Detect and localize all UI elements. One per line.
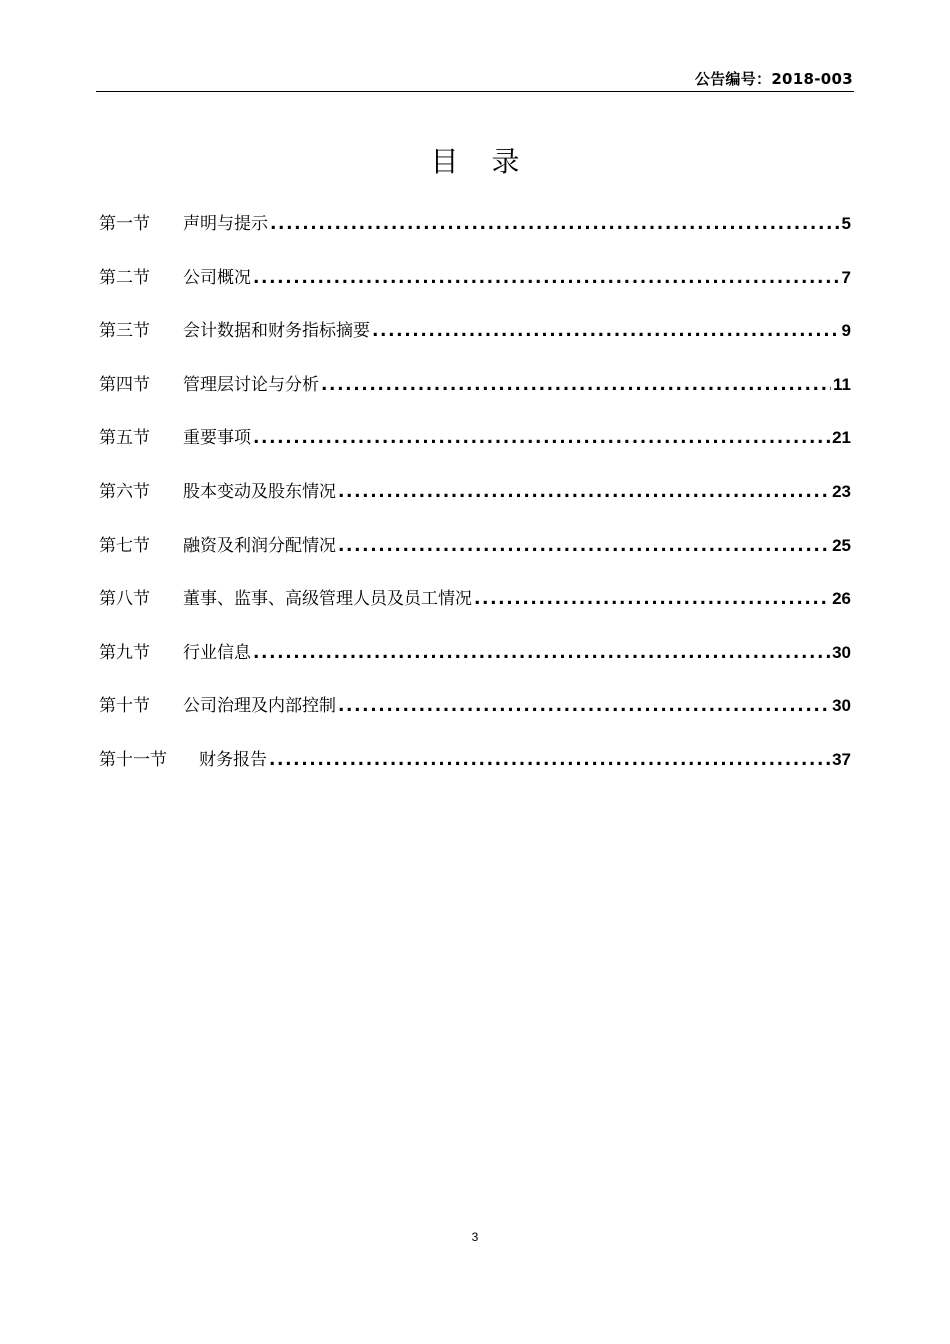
toc-section-number: 第二节 — [99, 267, 150, 288]
toc-dot-leader — [338, 475, 830, 509]
toc-entry[interactable] — [99, 207, 851, 261]
toc-section-title: 行业信息 — [183, 642, 251, 663]
toc-entry[interactable] — [99, 743, 851, 797]
toc-section-title: 公司治理及内部控制 — [183, 696, 336, 717]
toc-entry[interactable] — [99, 475, 851, 529]
toc-dot-leader — [321, 368, 831, 402]
toc-entry[interactable] — [99, 314, 851, 368]
page-title: 目 录 — [430, 145, 532, 178]
toc-page-number: 26 — [832, 589, 851, 609]
toc-page-number: 30 — [832, 642, 851, 662]
toc-section-title: 声明与提示 — [183, 214, 268, 234]
toc-dot-leader — [372, 314, 840, 348]
toc-dot-leader — [253, 261, 840, 295]
table-of-contents — [99, 207, 851, 797]
toc-dot-leader — [253, 421, 830, 455]
toc-entry[interactable] — [99, 261, 851, 315]
footer-page-number: 3 — [471, 1230, 479, 1244]
toc-entry[interactable] — [99, 421, 851, 475]
toc-dot-leader — [338, 529, 830, 563]
toc-section-number: 第六节 — [99, 481, 150, 502]
toc-entry[interactable] — [99, 689, 851, 743]
toc-page-number: 5 — [841, 214, 851, 233]
toc-section-number: 第七节 — [99, 535, 150, 556]
toc-section-number: 第八节 — [99, 589, 150, 610]
toc-section-title: 会计数据和财务指标摘要 — [183, 321, 370, 342]
toc-entry[interactable] — [99, 582, 851, 636]
toc-entry[interactable] — [99, 368, 851, 422]
toc-section-title: 财务报告 — [199, 749, 267, 770]
toc-entry[interactable] — [99, 529, 851, 583]
toc-page-number: 30 — [832, 696, 851, 716]
toc-section-number: 第一节 — [99, 214, 150, 234]
toc-page-number: 21 — [832, 428, 851, 448]
toc-entry[interactable] — [99, 636, 851, 690]
toc-page-number: 7 — [841, 267, 851, 287]
toc-section-number: 第三节 — [99, 321, 150, 342]
toc-section-title: 重要事项 — [183, 428, 251, 449]
toc-section-title: 董事、监事、高级管理人员及员工情况 — [183, 589, 472, 610]
toc-page-number: 37 — [832, 749, 851, 769]
toc-section-number: 第五节 — [99, 428, 150, 449]
toc-section-number: 第十节 — [99, 696, 150, 717]
toc-section-number: 第四节 — [99, 374, 150, 395]
toc-page-number: 25 — [832, 535, 851, 555]
header-divider — [96, 91, 854, 92]
toc-dot-leader — [474, 582, 830, 616]
toc-section-title: 公司概况 — [183, 267, 251, 288]
toc-section-title: 融资及利润分配情况 — [183, 535, 336, 556]
toc-page-number: 23 — [832, 481, 851, 501]
toc-section-number: 第十一节 — [99, 749, 167, 770]
toc-dot-leader — [269, 743, 830, 777]
toc-dot-leader — [270, 207, 840, 241]
toc-section-number: 第九节 — [99, 642, 150, 663]
toc-section-title: 管理层讨论与分析 — [183, 374, 319, 395]
toc-page-number: 9 — [841, 321, 851, 341]
toc-section-title: 股本变动及股东情况 — [183, 481, 336, 502]
toc-dot-leader — [338, 689, 830, 723]
toc-dot-leader — [253, 636, 830, 670]
toc-page-number: 11 — [833, 374, 851, 394]
announcement-number: 公告编号：2018-003 — [694, 70, 853, 88]
